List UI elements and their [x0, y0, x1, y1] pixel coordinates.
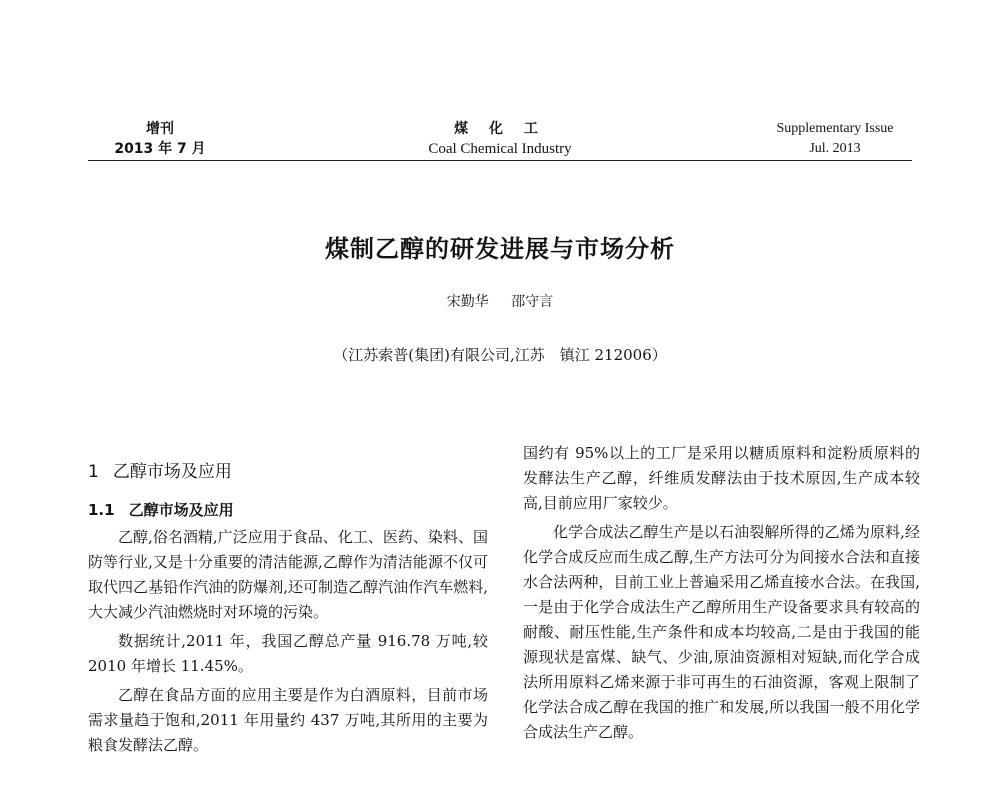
body-column-right: [523, 441, 920, 749]
author-name: 宋勤华: [446, 294, 489, 310]
issue-date-en: Jul. 2013: [809, 141, 861, 156]
running-header-right: [760, 119, 910, 159]
running-header-center: [380, 119, 620, 159]
article-title: 煤制乙醇的研发进展与市场分析: [325, 235, 675, 263]
subsection-number: 1.1: [88, 501, 115, 519]
body-paragraph: 数据统计,2011 年，我国乙醇总产量 916.78 万吨,较 2010 年增长 11.45%。: [88, 632, 488, 675]
issue-label: 增刊: [146, 121, 174, 137]
issue-date: 2013 年 7 月: [114, 141, 206, 157]
author-name: 邵守言: [511, 294, 554, 310]
body-column-left: [88, 458, 488, 762]
body-paragraph: 乙醇,俗名酒精,广泛应用于食品、化工、医药、染料、国防等行业,又是十分重要的清洁能源,乙醇作为清洁能源不仅可取代四乙基铅作汽油的防爆剂,还可制造乙醇汽油作汽车燃料,大大减少汽油燃烧时对环境的污染。: [88, 528, 488, 621]
author-affiliation: （江苏索普(集团)有限公司,江苏 镇江 212006）: [333, 346, 667, 364]
journal-name-cn: 煤 化 工: [454, 121, 546, 137]
section-number: 1: [88, 462, 99, 482]
journal-name-en: Coal Chemical Industry: [428, 141, 572, 157]
header-rule: [88, 160, 912, 161]
running-header-left: [100, 119, 220, 159]
section-title: 乙醇市场及应用: [112, 462, 232, 482]
body-paragraph: 乙醇在食品方面的应用主要是作为白酒原料，目前市场需求量趋于饱和,2011 年用量约 437 万吨,其所用的主要为粮食发酵法乙醇。: [88, 686, 488, 754]
subsection-title: 乙醇市场及应用: [128, 501, 234, 519]
body-paragraph: 化学合成法乙醇生产是以石油裂解所得的乙烯为原料,经化学合成反应而生成乙醇,生产方法可分为间接水合法和直接水合法两种，目前工业上普遍采用乙烯直接水合法。在我国,一是由于化学合成法生产乙醇所用生产设备要求具有较高的耐酸、耐压性能,生产条件和成本均较高,二是由于我国的能源现状是富煤、缺气、少油,原油资源相对短缺,而化学合成法所用原料乙烯来源于非可再生的石油资源，客观上限制了化学法合成乙醇在我国的推广和发展,所以我国一般不用化学合成法生产乙醇。: [523, 523, 920, 741]
issue-label-en: Supplementary Issue: [776, 121, 894, 136]
body-paragraph: 国约有 95%以上的工厂是采用以糖质原料和淀粉质原料的发酵法生产乙醇，纤维质发酵法由于技术原因,生产成本较高,目前应用厂家较少。: [523, 444, 920, 512]
subsection-heading: [88, 498, 488, 522]
section-heading: [88, 458, 488, 486]
author-list: [0, 291, 1000, 313]
